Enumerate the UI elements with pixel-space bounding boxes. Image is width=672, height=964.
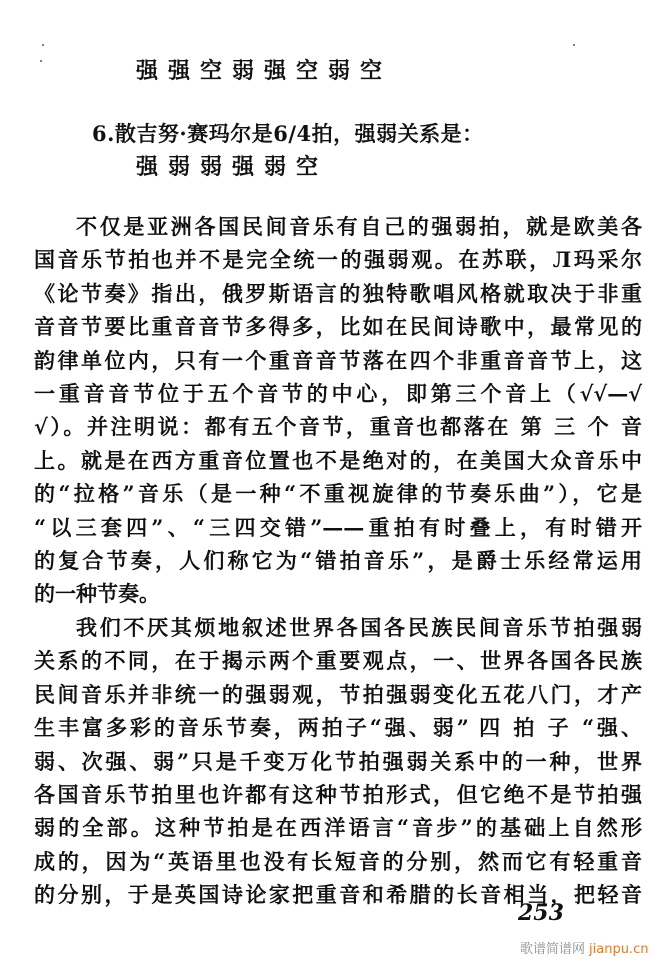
paragraph-line: 我们不厌其烦地叙述世界各国各民族民间音乐节拍强弱 — [76, 615, 642, 640]
paragraph-line: “以三套四”、“三四交错”——重拍有时叠上，有时错开 — [34, 514, 642, 540]
scan-speck — [573, 44, 575, 46]
scan-speck — [42, 44, 44, 46]
paragraph-line: 的一种节奏。 — [34, 581, 160, 607]
paragraph-line: 上。就是在西方重音位置也不是绝对的，在美国大众音乐中 — [34, 447, 642, 473]
paragraph-line: 关系的不同，在于揭示两个重要观点，一、世界各国各民族 — [34, 648, 642, 674]
paragraph-line: 的分别，于是英国诗论家把重音和希腊的长音相当，把轻音 — [34, 882, 642, 908]
item-6-pattern: 强弱弱强弱空 — [136, 154, 329, 180]
paragraph-line: 弱、次强、弱”只是千变万化节拍强弱关系中的一种，世界 — [34, 748, 642, 774]
paragraph-line: 国音乐节拍也并不是完全统一的强弱观。在苏联，Л玛采尔 — [34, 247, 642, 273]
watermark-domain: jianpu.cn — [589, 942, 649, 957]
paragraph-line: 弱的全部。这种节拍是在西洋语言“音步”的基础上自然形 — [34, 815, 642, 841]
paragraph-line: 民间音乐并非统一的强弱观，节拍强弱变化五花八门，才产 — [34, 681, 642, 707]
paragraph-line: 的复合节奏，人们称它为“错拍音乐”，是爵士乐经常运用 — [34, 547, 642, 573]
paragraph-line: 各国音乐节拍里也许都有这种节拍形式，但它绝不是节拍强 — [34, 781, 642, 807]
paragraph-line: 《论节奏》指出，俄罗斯语言的独特歌唱风格就取决于非重 — [34, 280, 642, 306]
paragraph-line: 不仅是亚洲各国民间音乐有自己的强弱拍，就是欧美各 — [76, 214, 642, 239]
item-6-heading: 6.散吉努·赛玛尔是6/4拍，强弱关系是： — [92, 121, 484, 146]
watermark-site-name: 歌谱简谱网 — [520, 942, 586, 957]
paragraph-line: 的“拉格”音乐（是一种“不重视旋律的节奏乐曲”），它是 — [34, 481, 642, 507]
watermark — [520, 938, 648, 957]
paragraph-2 — [34, 611, 642, 912]
scan-speck — [40, 60, 42, 62]
paragraph-line: 韵律单位内，只有一个重音音节落在四个非重音音节上，这 — [34, 347, 642, 373]
paragraph-1 — [34, 210, 642, 611]
paragraph-line: 成的，因为“英语里也没有长短音的分别，然而它有轻重音 — [34, 848, 642, 874]
rhythm-pattern-top: 强强空弱强空弱空 — [136, 58, 393, 84]
paragraph-line: 生丰富多彩的音乐节奏，两拍子“强、弱” 四 拍 子 “强、 — [34, 715, 642, 741]
paragraph-line: √）。并注明说：都有五个音节，重音也都落在 第 三 个 音 — [34, 414, 642, 440]
paragraph-line: 音音节要比重音音节多得多，比如在民间诗歌中，最常见的 — [34, 314, 642, 340]
page-number: 253 — [518, 900, 564, 926]
paragraph-line: 一重音音节位于五个音节的中心，即第三个音上（√√—√ — [34, 380, 642, 406]
